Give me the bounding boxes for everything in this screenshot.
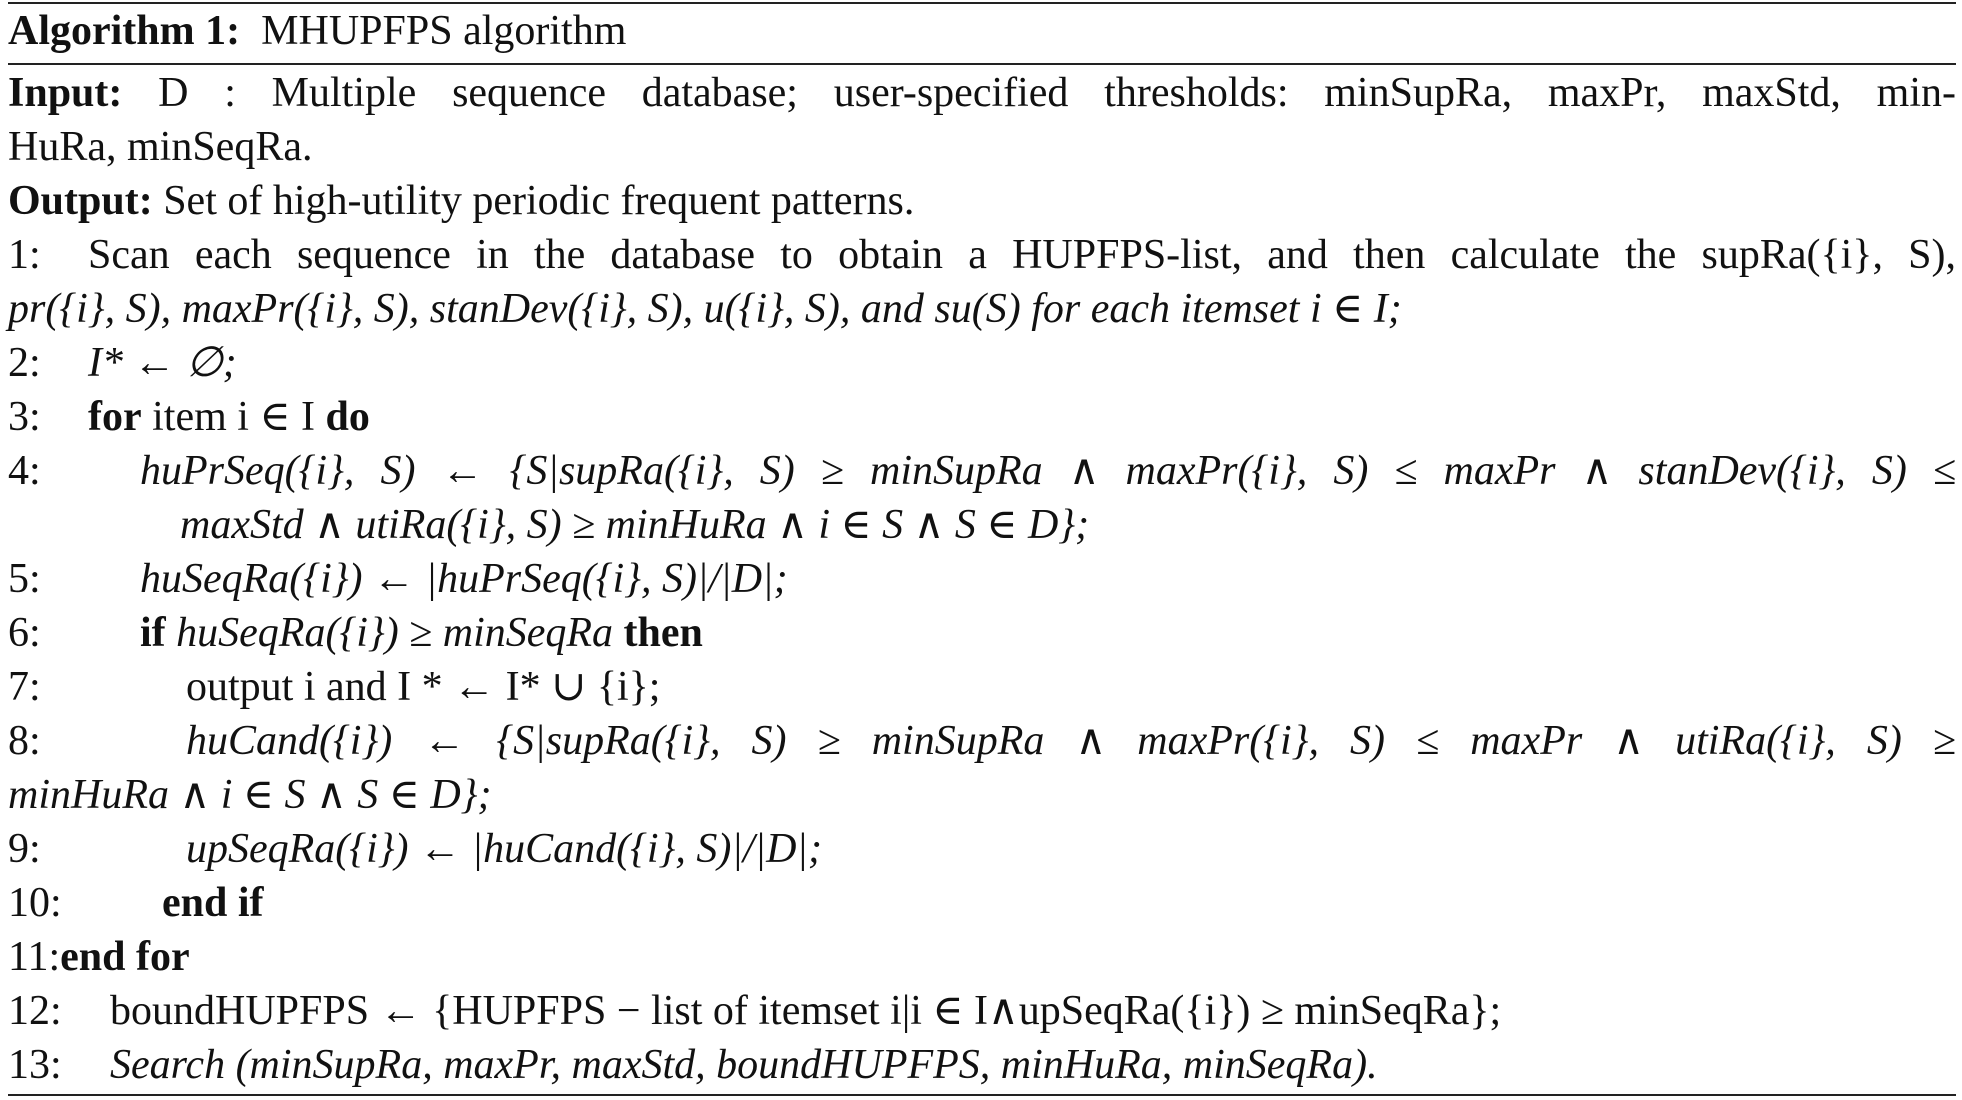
step-1-continued — [8, 284, 1956, 334]
caption-rule — [8, 63, 1956, 65]
step-number: 8: — [8, 718, 41, 764]
step-number: 7: — [8, 664, 41, 710]
step-text: huSeqRa({i}) ≥ minSeqRa — [176, 610, 614, 656]
step-text: Scan each sequence in the database to obtain a HUPFPS-list, and then calculate the supRa({i}, S), — [88, 232, 1956, 278]
step-5 — [8, 554, 1956, 604]
input-text-2: HuRa, minSeqRa. — [8, 124, 313, 170]
step-text: huCand({i}) ← {S|supRa({i}, S) ≥ minSupRa ∧ maxPr({i}, S) ≤ maxPr ∧ utiRa({i}, S) ≥ — [186, 718, 1956, 764]
output-line — [8, 176, 1956, 226]
step-4-continued — [8, 500, 1956, 550]
keyword-end-if: end if — [162, 880, 264, 926]
step-number: 2: — [8, 340, 41, 386]
keyword-then: then — [623, 610, 703, 656]
step-text: output i and I * ← I* ∪ {i}; — [186, 664, 661, 710]
caption-title: MHUPFPS algorithm — [261, 8, 627, 54]
step-text-continued: minHuRa ∧ i ∈ S ∧ S ∈ D}; — [8, 772, 492, 818]
keyword-for: for — [88, 394, 142, 440]
step-text: item i ∈ I — [152, 394, 316, 440]
step-number: 10: — [8, 880, 62, 926]
input-line-1 — [8, 68, 1956, 118]
step-4 — [8, 446, 1956, 496]
keyword-end-for: end for — [60, 934, 190, 980]
step-13 — [8, 1040, 1956, 1090]
keyword-if: if — [140, 610, 166, 656]
step-number: 13: — [8, 1042, 62, 1088]
caption-label: Algorithm 1: — [8, 8, 241, 54]
input-line-2 — [8, 122, 1956, 172]
step-text: huSeqRa({i}) ← |huPrSeq({i}, S)|/|D|; — [140, 556, 788, 602]
step-8-continued — [8, 770, 1956, 820]
step-text: huPrSeq({i}, S) ← {S|supRa({i}, S) ≥ minSupRa ∧ maxPr({i}, S) ≤ maxPr ∧ stanDev({i}, S) ≤ — [140, 448, 1956, 494]
step-number: 9: — [8, 826, 41, 872]
step-number: 1: — [8, 232, 41, 278]
step-7 — [8, 662, 1956, 712]
step-text-continued: maxStd ∧ utiRa({i}, S) ≥ minHuRa ∧ i ∈ S ∧ S ∈ D}; — [180, 502, 1090, 548]
input-text-1: D : Multiple sequence database; user-specified thresholds: minSupRa, maxPr, maxStd, min- — [158, 70, 1956, 116]
step-text-continued: pr({i}, S), maxPr({i}, S), stanDev({i}, S), u({i}, S), and su(S) for each itemset i ∈ I; — [8, 286, 1402, 332]
step-number: 3: — [8, 394, 41, 440]
algorithm-caption — [8, 6, 1956, 56]
step-10 — [8, 878, 1956, 928]
step-9 — [8, 824, 1956, 874]
step-3 — [8, 392, 1956, 442]
input-label: Input: — [8, 70, 123, 116]
step-number: 12: — [8, 988, 62, 1034]
step-text: I* ← ∅; — [88, 340, 237, 386]
keyword-do: do — [325, 394, 370, 440]
step-number: 4: — [8, 448, 41, 494]
step-number: 6: — [8, 610, 41, 656]
step-2 — [8, 338, 1956, 388]
step-8 — [8, 716, 1956, 766]
step-text: Search (minSupRa, maxPr, maxStd, boundHUPFPS, minHuRa, minSeqRa). — [110, 1042, 1378, 1088]
step-number: 5: — [8, 556, 41, 602]
output-label: Output: — [8, 178, 153, 224]
step-text: upSeqRa({i}) ← |huCand({i}, S)|/|D|; — [186, 826, 822, 872]
step-6 — [8, 608, 1956, 658]
step-12 — [8, 986, 1956, 1036]
step-11 — [8, 932, 1956, 982]
step-number: 11: — [8, 934, 61, 980]
top-rule — [8, 2, 1956, 4]
bottom-rule — [8, 1094, 1956, 1096]
step-text: boundHUPFPS ← {HUPFPS − list of itemset i|i ∈ I∧upSeqRa({i}) ≥ minSeqRa}; — [110, 988, 1502, 1034]
step-1 — [8, 230, 1956, 280]
output-text: Set of high-utility periodic frequent patterns. — [163, 178, 915, 224]
